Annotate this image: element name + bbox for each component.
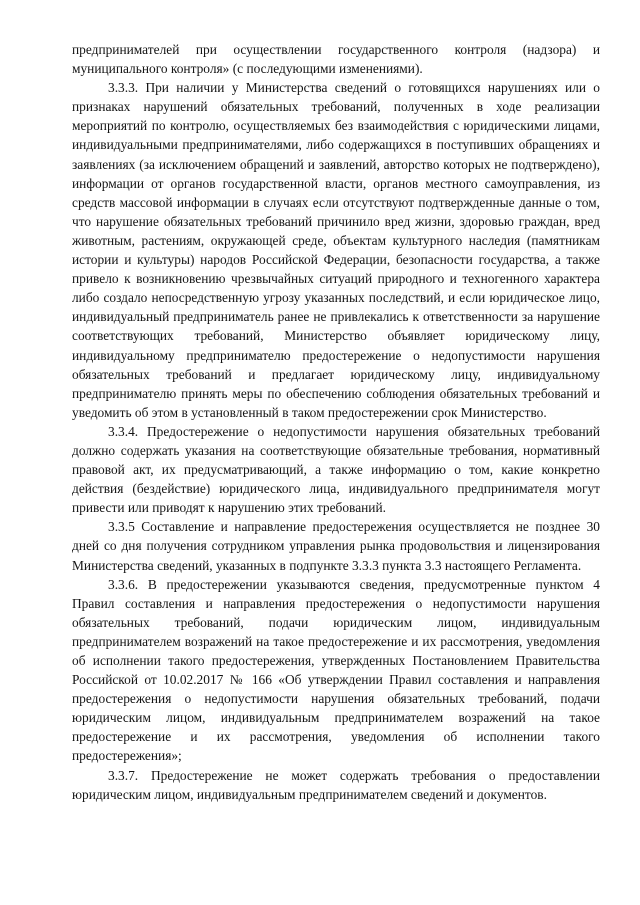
- paragraph-3-3-3: 3.3.3. При наличии у Министерства сведений о готовящихся нарушениях или о признаках нарушений обязательных требований, полученных в ходе реализации мероприятий по контролю, осуществляемых без взаимодействия с юридическими лицами, индивидуальными предпринимателями, либо содержащихся в поступивших обращениях и заявлениях (за исключением обращений и заявлений, авторство которых не подтверждено), информации от органов государственной власти, органов местного самоуправления, из средств массовой информации в случаях если отсутствуют подтвержденные данные о том, что нарушение обязательных требований причинило вред жизни, здоровью граждан, вред животным, растениям, окружающей среде, объектам культурного наследия (памятникам истории и культуры) народов Российской Федерации, безопасности государства, а также привело к возникновению чрезвычайных ситуаций природного и техногенного характера либо создало непосредственную угрозу указанных последствий, и если юридическое лицо, индивидуальный предприниматель ранее не привлекались к ответственности за нарушение соответствующих требований, Министерство объявляет юридическому лицу, индивидуальному предпринимателю предостережение о недопустимости нарушения обязательных требований и предлагает юридическому лицу, индивидуальному предпринимателю принять меры по обеспечению соблюдения обязательных требований и уведомить об этом в установленный в таком предостережении срок Министерство.: [72, 80, 600, 420]
- paragraph-3-3-7: 3.3.7. Предостережение не может содержать требования о предоставлении юридическим лицом, индивидуальным предпринимателем сведений и документов.: [72, 767, 600, 802]
- paragraph-3-3-6: 3.3.6. В предостережении указываются сведения, предусмотренные пунктом 4 Правил составления и направления предостережения о недопустимости нарушения обязательных требований, подачи юридическим лицом, индивидуальным предпринимателем возражений на такое предостережение и их рассмотрения, уведомления об исполнении такого предостережения, утвержденных Постановлением Правительства Российской от 10.02.2017 № 166 «Об утверждении Правил составления и направления предостережения о недопустимости нарушения обязательных требований, подачи юридическим лицом, индивидуальным предпринимателем возражений на такое предостережение и их рассмотрения, уведомления об исполнении такого предостережения»;: [72, 576, 600, 764]
- paragraph-3-3-5: 3.3.5 Составление и направление предостережения осуществляется не позднее 30 дней со дня получения сотрудником управления рынка продовольствия и лицензирования Министерства сведений, указанных в подпункте 3.3.3 пункта 3.3 настоящего Регламента.: [72, 519, 600, 573]
- paragraph-3-3-4: 3.3.4. Предостережение о недопустимости нарушения обязательных требований должно содержать указания на соответствующие обязательные требования, нормативный правовой акт, их предусматривающий, а также информацию о том, какие конкретно действия (бездействие) юридического лица, индивидуального предпринимателя могут привести или приводят к нарушению этих требований.: [72, 423, 600, 516]
- paragraph-continuation: предпринимателей при осуществлении государственного контроля (надзора) и муниципального контроля» (с последующими изменениями).: [72, 42, 600, 77]
- document-page: [72, 40, 600, 804]
